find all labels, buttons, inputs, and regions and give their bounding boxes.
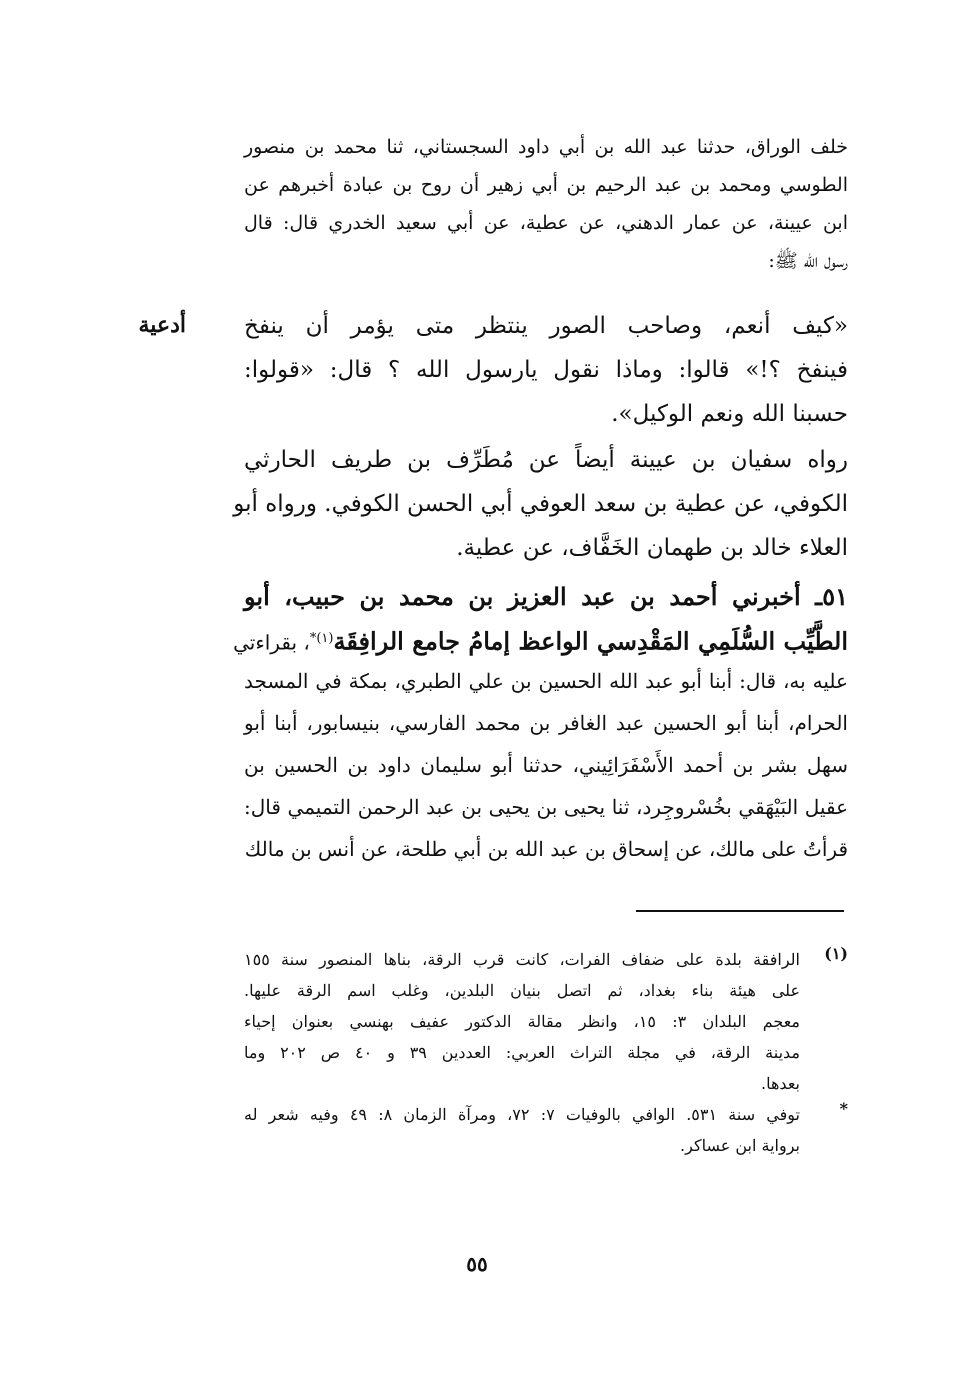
text-line: الحرام، أبنا أبو الحسين عبد الغافر بن محمد الفارسي، بنيسابور، أبنا أبو [244,711,848,735]
entry-heading-line-2 [233,618,848,660]
entry-heading-text: الطَّيِّب السُّلَمِي المَقْدِسي الواعظ إمامُ جامع الرافِقَة [333,626,848,656]
text-line: قرأتُ على مالك، عن إسحاق بن عبد الله بن أبي طلحة، عن أنس بن مالك [244,837,848,861]
footnote-line: معجم البلدان ٣: ١٥، وانظر مقالة الدكتور عفيف بهنسي بعنوان إحياء [244,1012,800,1031]
margin-note: أدعية [138,312,186,338]
text-line: رسول الله ﷺ: [768,250,848,272]
footnote-marker: (١) [824,944,848,963]
text-line: عليه به، قال: أبنا أبو عبد الله الحسين بن علي الطبري، بمكة في المسجد [244,669,848,693]
text-line: العلاء خالد بن طهمان الخَفَّاف، عن عطية. [456,535,848,561]
text-line: الكوفي، عن عطية بن سعد العوفي أبي الحسن الكوفي. ورواه أبو [233,491,848,517]
text-line: «كيف أنعم، وصاحب الصور ينتظر متى يؤمر أن ينفخ [244,313,848,339]
page-number: ٥٥ [466,1252,488,1276]
text-line: ابن عيينة، عن عمار الدهني، عن عطية، عن أبي سعيد الخدري قال: قال [244,212,848,234]
footnotes [244,944,848,1161]
entry-heading-line: ٥١ـ أخبرني أحمد بن عبد العزيز بن محمد بن حبيب، أبو [244,582,848,611]
footnote-line: مدينة الرقة، في مجلة التراث العربي: العددين ٣٩ و ٤٠ ص ٢٠٢ وما [244,1043,801,1062]
footnote-star [244,1099,848,1161]
text-line: خلف الوراق، حدثنا عبد الله بن أبي داود السجستاني، ثنا محمد بن منصور [244,136,848,158]
text-line: فينفخ ؟!» قالوا: وماذا نقول يارسول الله ؟ قال: «قولوا: [244,357,848,383]
footnote-line: على هيئة بناء بغداد، ثم اتصل بنيان البلدين، وغلب اسم الرقة عليها. [244,981,800,1000]
footnote-1 [244,944,848,1099]
footnote-line: بعدها. [761,1074,800,1093]
text-line: سهل بشر بن أحمد الأَسْفَرَائِيني، حدثنا أبو سليمان داود بن الحسين بن [244,753,848,777]
text-line: حسبنا الله ونعم الوكيل». [611,401,848,427]
footnote-line: برواية ابن عساكر. [680,1136,800,1155]
footnote-marker: * [839,1099,848,1118]
intro-paragraph [244,128,848,280]
text-line: رواه سفيان بن عيينة أيضاً عن مُطَرِّف بن طريف الحارثي [244,447,848,473]
text-line: عقيل البَيْهَقي بخُسْروجِرد، ثنا يحيى بن يحيى بن عبد الرحمن التميمي قال: [244,795,848,819]
entry-heading-tail: ، بقراءتي [233,630,310,655]
narration-paragraph [233,438,848,570]
footnote-line: توفي سنة ٥٣١. الوافي بالوفيات ٧: ٧٢، ومرآة الزمان ٨: ٤٩ وفيه شعر له [244,1105,801,1124]
footnote-divider [636,910,844,912]
footnote-reference[interactable]: (١)* [309,631,334,646]
entry-51-paragraph [233,576,848,870]
text-line: الطوسي ومحمد بن عبد الرحيم بن أبي زهير أن روح بن عبادة أخبرهم عن [244,174,848,196]
footnote-line: الرافقة بلدة على ضفاف الفرات، كانت قرب الرقة، بناها المنصور سنة ١٥٥ [244,950,800,969]
hadith-paragraph [244,304,848,436]
